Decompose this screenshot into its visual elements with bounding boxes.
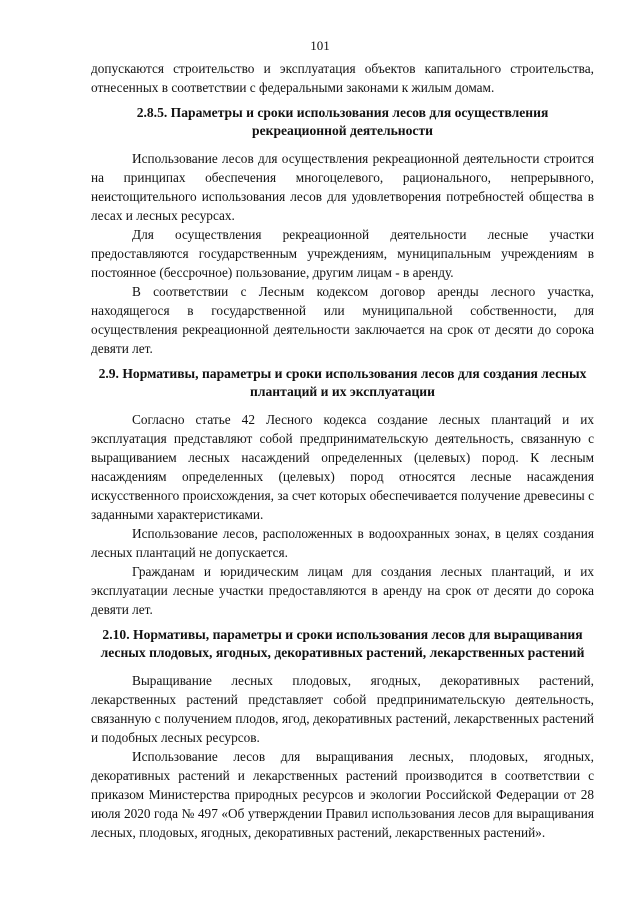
document-body — [91, 59, 594, 842]
paragraph: Согласно статье 42 Лесного кодекса создание лесных плантаций и их эксплуатация представляют собой предпринимательскую деятельность, связанную с выращиванием лесных насаждений определенных (целевых) пород. К лесным насаждениям определенных (целевых) пород относятся лесные насаждения искусственного происхождения, за счет которых обеспечивается получение древесины с заданными характеристиками. — [91, 412, 594, 522]
paragraph: В соответствии с Лесным кодексом договор аренды лесного участка, находящегося в государственной или муниципальной собственности, для осуществления рекреационной деятельности заключается на срок от десяти до сорока девяти лет. — [91, 284, 594, 356]
section-heading-2-9: 2.9. Нормативы, параметры и сроки использования лесов для создания лесных плантаций и их эксплуатации — [98, 366, 587, 399]
section-heading-2-8-5: 2.8.5. Параметры и сроки использования лесов для осуществления рекреационной деятельности — [136, 105, 549, 138]
section-heading-2-10: 2.10. Нормативы, параметры и сроки использования лесов для выращивания лесных плодовых, ягодных, декоративных растений, лекарственных растений — [100, 627, 585, 660]
paragraph: допускаются строительство и эксплуатация объектов капитального строительства, отнесенных в соответствии с федеральными законами к жилым домам. — [91, 61, 594, 95]
paragraph: Гражданам и юридическим лицам для создания лесных плантаций, и их эксплуатации лесные участки предоставляются в аренду на срок от десяти до сорока девяти лет. — [91, 564, 594, 617]
paragraph: Выращивание лесных плодовых, ягодных, декоративных растений, лекарственных растений представляет собой предпринимательскую деятельность, связанную с получением плодов, ягод, декоративных растений, лекарственных растений и подобных лесных ресурсов. — [91, 673, 594, 745]
paragraph: Использование лесов для выращивания лесных, плодовых, ягодных, декоративных растений и лекарственных растений производится в соответствии с приказом Министерства природных ресурсов и экологии Российской Федерации от 28 июля 2020 года № 497 «Об утверждении Правил использования лесов для выращивания лесных, плодовых, ягодных, декоративных растений, лекарственных растений». — [91, 749, 594, 840]
paragraph: Использование лесов для осуществления рекреационной деятельности строится на принципах обеспечения многоцелевого, рационального, непрерывного, неистощительного использования лесов для удовлетворения потребностей общества в лесах и лесных ресурсах. — [91, 151, 594, 223]
page-number: 101 — [310, 38, 330, 53]
paragraph: Для осуществления рекреационной деятельности лесные участки предоставляются государственным учреждениям, муниципальным учреждениям в постоянное (бессрочное) пользование, другим лицам - в аренду. — [91, 227, 594, 280]
paragraph: Использование лесов, расположенных в водоохранных зонах, в целях создания лесных плантаций не допускается. — [91, 526, 594, 560]
